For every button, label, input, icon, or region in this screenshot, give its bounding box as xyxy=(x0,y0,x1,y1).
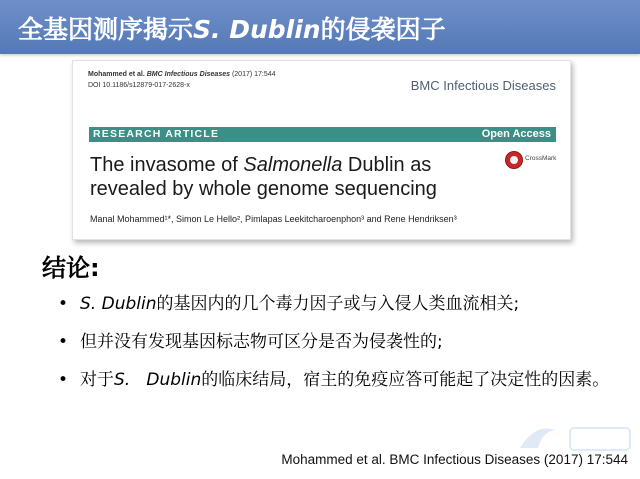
bullet-icon: • xyxy=(58,370,69,390)
bullet-italic: S. Dublin xyxy=(114,370,202,390)
title-italic-organism: S. Dublin xyxy=(193,15,321,44)
title-prefix: 全基因测序揭示 xyxy=(18,15,194,44)
citation-journal: BMC Infectious Diseases xyxy=(146,71,230,78)
bullet-prefix: 对于 xyxy=(80,370,114,390)
bullet-icon: • xyxy=(58,332,69,352)
paper-journal-name: BMC Infectious Diseases xyxy=(410,78,556,93)
bullet-text: 的基因内的几个毒力因子或与入侵人类血流相关; xyxy=(156,294,520,314)
article-type-label: RESEARCH ARTICLE xyxy=(93,128,220,140)
paper-screenshot xyxy=(72,60,571,240)
bullet-text: 的临床结局，宿主的免疫应答可能起了决定性的因素。 xyxy=(201,370,610,390)
footer-citation: Mohammed et al. BMC Infectious Diseases (2017) 17:544 xyxy=(281,452,628,467)
bullet-text: 但并没有发现基因标志物可区分是否为侵袭性的; xyxy=(80,332,443,352)
conclusion-list xyxy=(58,292,618,406)
conclusion-item xyxy=(58,368,618,392)
title-suffix: 的侵袭因子 xyxy=(320,15,446,44)
bullet-italic: S. Dublin xyxy=(80,294,157,314)
conclusion-heading: 结论: xyxy=(42,254,100,282)
slide-header xyxy=(0,0,640,54)
article-type-bar xyxy=(89,127,556,142)
citation-rest: (2017) 17:544 xyxy=(231,71,276,78)
crossmark-badge xyxy=(505,151,555,169)
paper-authors: Manal Mohammed¹*, Simon Le Hello², Pimlapas Leekitcharoenphon³ and Rene Hendriksen³ xyxy=(90,214,457,224)
paper-title-italic: Salmonella xyxy=(243,154,343,176)
conclusion-item xyxy=(58,330,618,354)
crossmark-icon xyxy=(505,151,523,169)
paper-citation xyxy=(88,71,276,78)
slide-title xyxy=(18,10,446,46)
paper-title xyxy=(90,153,480,201)
crossmark-label: CrossMark xyxy=(525,155,557,162)
open-access-label: Open Access xyxy=(481,128,551,140)
conclusion-item xyxy=(58,292,618,316)
paper-title-part1: The invasome of xyxy=(90,154,244,176)
citation-authors: Mohammed et al. xyxy=(88,71,145,78)
paper-title-part2: Dublin as revealed by whole genome sequencing xyxy=(90,154,437,200)
bullet-icon: • xyxy=(58,294,69,314)
paper-doi: DOI 10.1186/s12879-017-2628-x xyxy=(88,82,190,89)
